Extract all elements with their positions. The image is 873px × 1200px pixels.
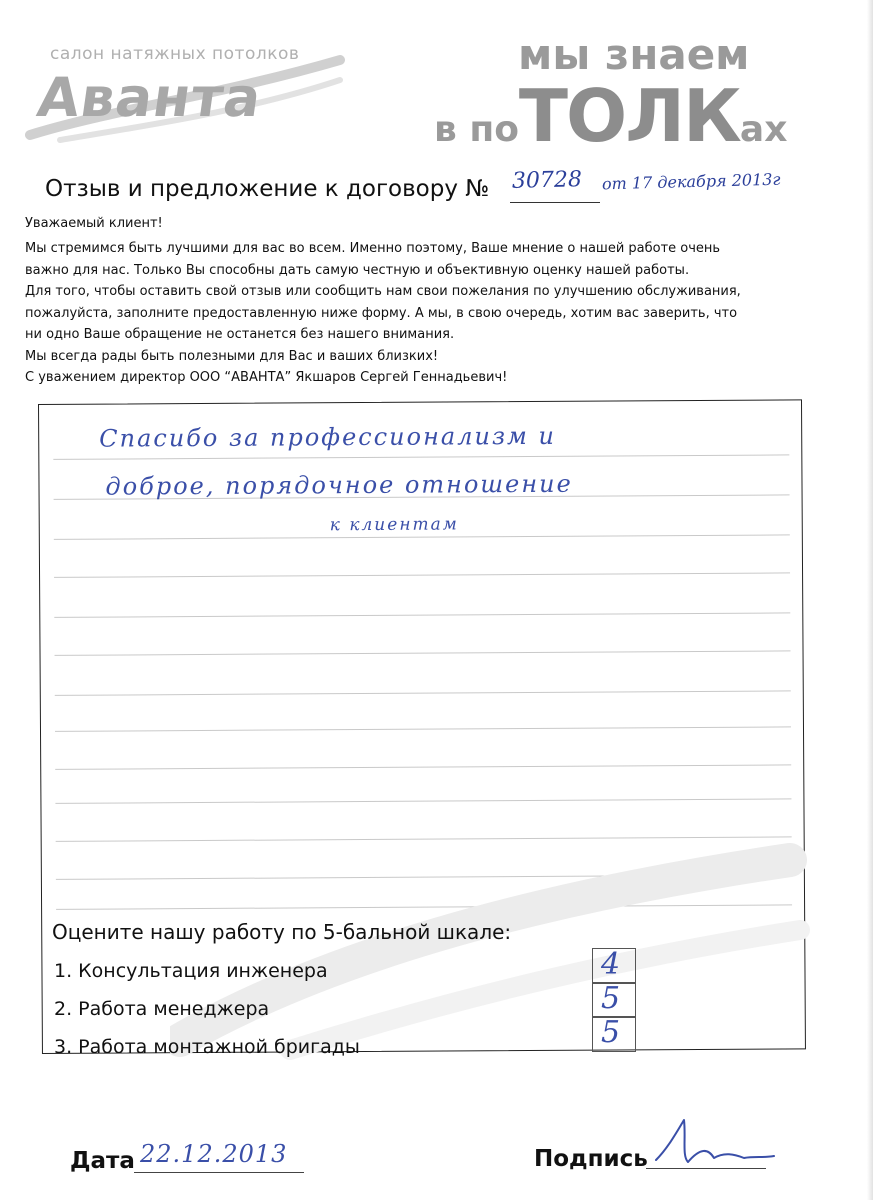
ruled-line xyxy=(55,764,791,769)
rating-score-box xyxy=(592,1016,636,1052)
intro-line: Для того, чтобы оставить свой отзыв или сообщить нам свои пожелания по улучшению обслуживания, xyxy=(25,284,741,299)
contract-date-handwritten: от 17 декабря 2013г xyxy=(601,169,781,194)
company-logo xyxy=(20,40,350,140)
intro-line: Мы стремимся быть лучшими для вас во всем. Именно поэтому, Ваше мнение о нашей работе очень xyxy=(25,241,721,256)
intro-line: важно для нас. Только Вы способны дать самую честную и объективную оценку нашей работы. xyxy=(25,262,690,278)
slogan-big-word: ТОЛК xyxy=(518,74,740,158)
intro-line: Мы всегда рады быть полезными для Вас и ваших близких! xyxy=(25,348,439,364)
rating-item-label: 2. Работа менеджера xyxy=(54,998,270,1020)
intro-line: С уважением директор ООО “АВАНТА” Якшаров Сергей Геннадьевич! xyxy=(25,370,508,385)
signature-label: Подпись xyxy=(534,1146,648,1172)
slogan-prefix: в по xyxy=(434,109,519,150)
signature-icon xyxy=(648,1118,778,1178)
intro-line: пожалуйста, заполните предоставленную ниже форму. А мы, в свою очередь, хотим вас заверить, что xyxy=(25,305,738,321)
feedback-handwritten-line-1: Спасибо за профессионализм и xyxy=(99,421,557,453)
date-label: Дата xyxy=(70,1148,135,1174)
rating-title: Оцените нашу работу по 5-бальной шкале: xyxy=(52,920,512,944)
greeting: Уважаемый клиент! xyxy=(25,216,163,231)
slogan-line-1: мы знаем xyxy=(518,30,750,79)
logo-tagline: салон натяжных потолков xyxy=(50,44,300,64)
feedback-handwritten-line-2: доброе, порядочное отношение xyxy=(105,469,573,501)
logo-brand: Аванта xyxy=(33,66,266,129)
rating-item-label: 3. Работа монтажной бригады xyxy=(54,1036,360,1058)
ruled-line xyxy=(54,612,790,617)
contract-number-handwritten: 30728 xyxy=(511,167,583,194)
feedback-handwritten-line-3: к клиентам xyxy=(329,514,459,536)
date-line xyxy=(134,1172,304,1173)
ruled-line xyxy=(54,572,790,577)
form-title: Отзыв и предложение к договору № xyxy=(45,176,490,202)
rating-score-box xyxy=(592,982,636,1018)
ruled-line xyxy=(53,454,789,459)
date-handwritten: 22.12.2013 xyxy=(140,1140,288,1168)
rating-score-box xyxy=(592,948,636,984)
ruled-line xyxy=(55,726,791,731)
slogan-suffix: ах xyxy=(739,109,788,150)
rating-item-label: 1. Консультация инженера xyxy=(54,960,328,982)
intro-line: ни одно Ваше обращение не останется без нашего внимания. xyxy=(25,327,455,342)
ruled-line xyxy=(55,650,791,655)
slogan-line-2 xyxy=(434,74,788,158)
rating-score-value: 5 xyxy=(601,1015,621,1050)
page-edge xyxy=(867,0,873,1200)
ruled-line xyxy=(54,534,790,539)
contract-number-line xyxy=(510,202,600,203)
rating-score-value: 5 xyxy=(601,981,621,1016)
intro-text xyxy=(25,238,815,389)
watermark-swoosh-icon xyxy=(170,840,810,1060)
ruled-line xyxy=(55,798,791,803)
ruled-line xyxy=(55,690,791,695)
rating-score-value: 4 xyxy=(601,947,621,982)
slogan-block xyxy=(430,30,800,158)
